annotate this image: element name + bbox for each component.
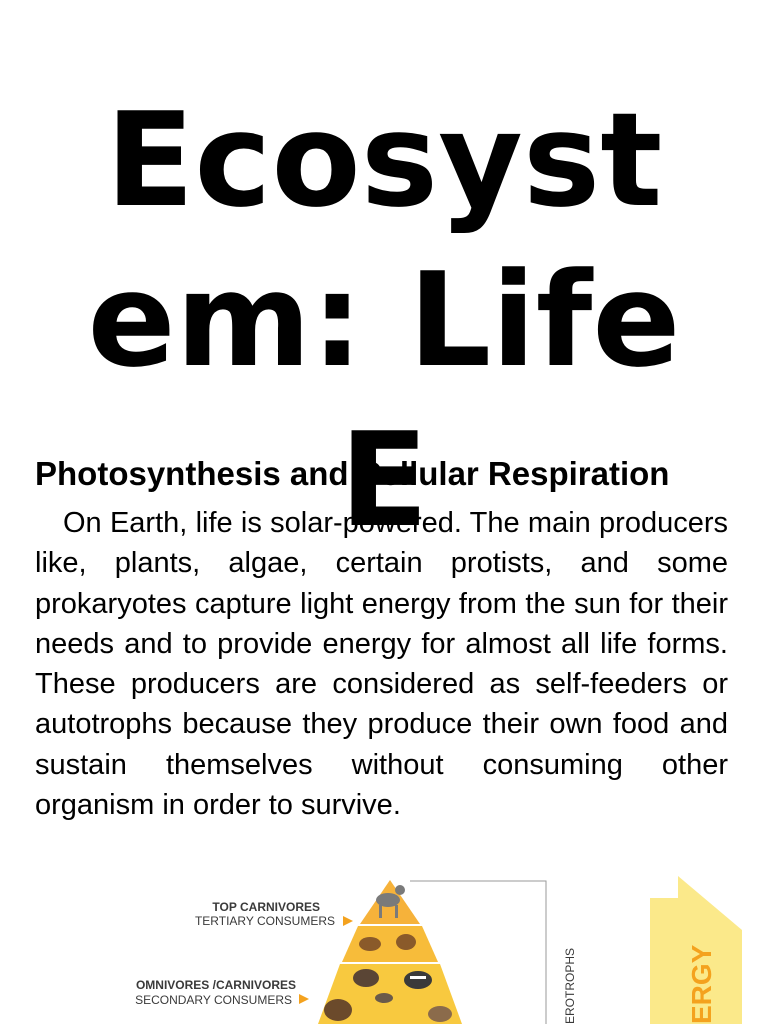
top-level-arrow [343,916,353,926]
pyramid-tier-2 [342,926,438,962]
energy-label: ERGY [686,944,717,1024]
food-pyramid-figure [0,868,768,1024]
section-paragraph: On Earth, life is solar-powered. The main producers like, plants, algae, certain protists, and some prokaryotes capture light energy from the sun for their needs and to provide energy for almost all life forms. These producers are considered as self-feeders or autotrophs because they produce their own food and sustain themselves without consuming other organism in order to survive. [35,507,728,822]
section-heading: Photosynthesis and Cellular Respiration [35,455,670,492]
bird-icon [375,993,393,1003]
top-level-sublabel: TERTIARY CONSUMERS [194,914,335,928]
middle-level-label: OMNIVORES /CARNIVORES [135,978,296,992]
heterotrophs-label: EROTROPHS [563,947,577,1024]
bear-icon [324,999,352,1021]
food-pyramid-graphic [0,868,768,1024]
top-level-label: TOP CARNIVORES [212,900,320,914]
middle-level-sublabel: SECONDARY CONSUMERS [135,993,292,1007]
page-title: Ecosystem: Life E [87,84,681,556]
fox-icon [428,1006,452,1022]
boar-icon [353,969,379,987]
energy-arrow-shaft [650,898,690,1024]
badger-icon [404,971,432,989]
middle-level-arrow [299,994,309,1004]
